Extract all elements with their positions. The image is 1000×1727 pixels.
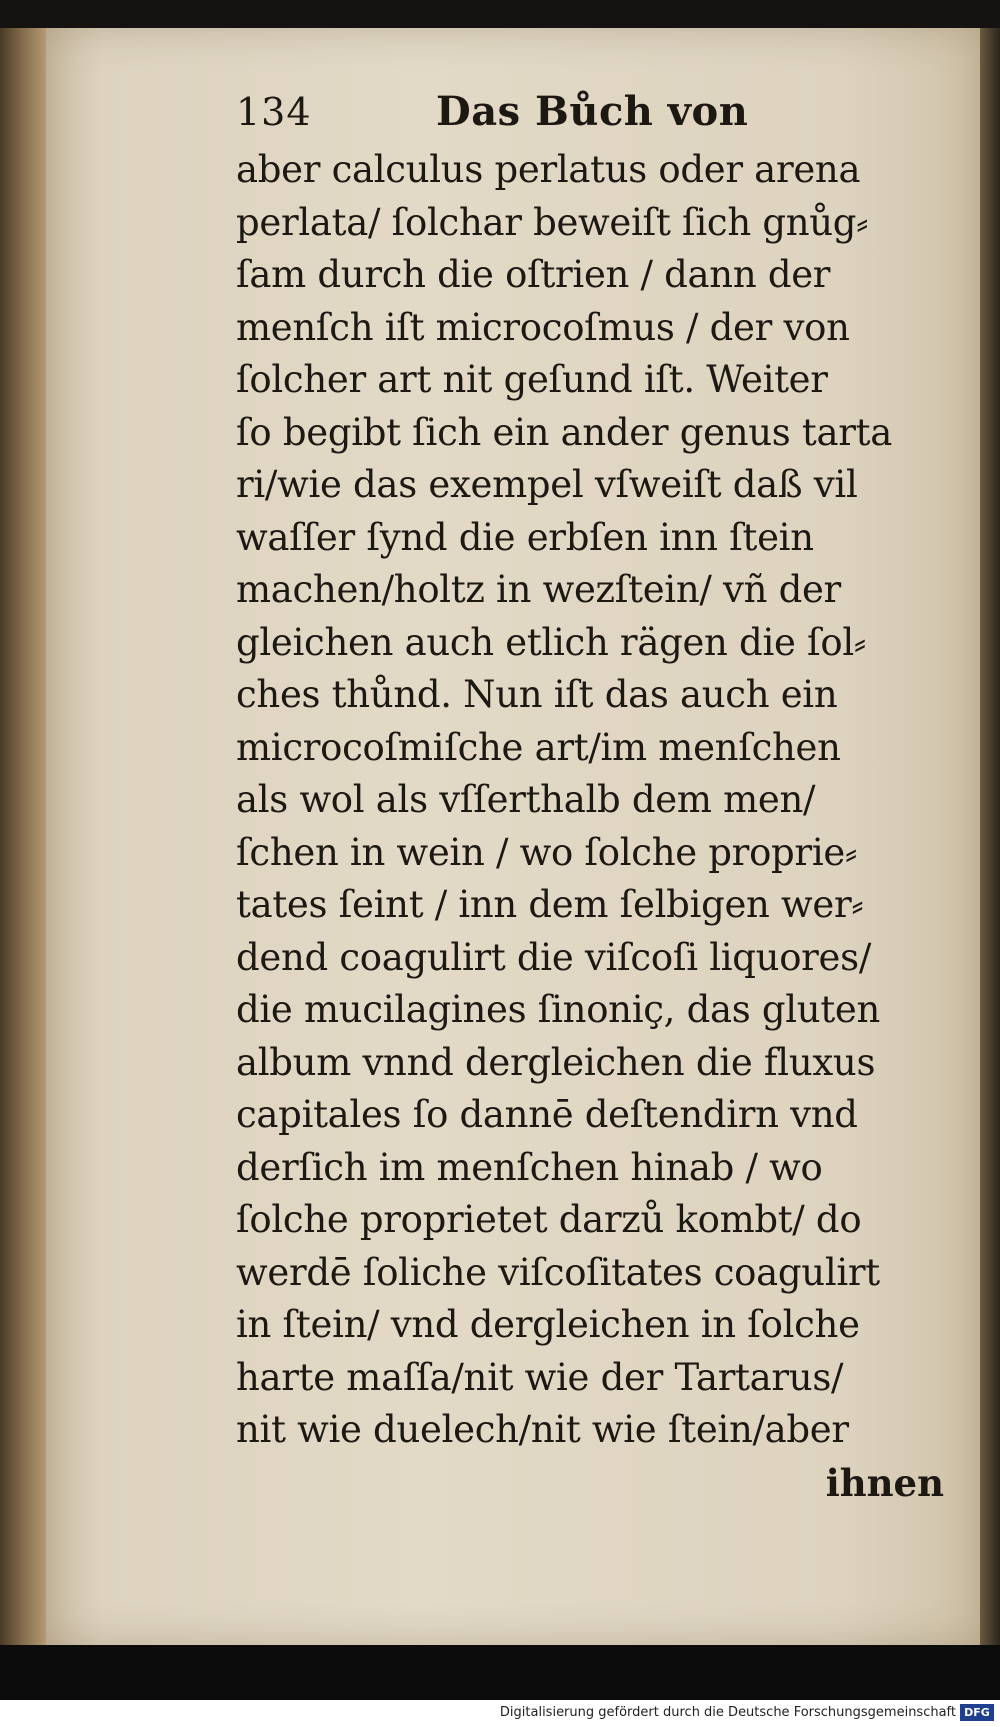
text-line: in ſtein/ vnd dergleichen in ſolche [236, 1303, 860, 1346]
text-line: ſolche proprietet darzů kombt/ do [236, 1198, 862, 1241]
page-text-block [236, 88, 956, 1509]
text-line: ſam durch die oſtrien / dann der [236, 253, 831, 296]
dfg-logo: DFG [960, 1704, 994, 1721]
page-right-edge [980, 28, 1000, 1645]
text-line: ſo begibt ſich ein ander genus tarta [236, 410, 892, 454]
text-line: die mucilagines ſinoniç, das gluten [236, 988, 881, 1031]
text-line: ſchen in wein / wo ſolche proprie⸗ [236, 830, 857, 874]
running-title: Das Bůch von [436, 88, 749, 135]
running-head [236, 88, 956, 144]
book-spine-edge [0, 28, 46, 1645]
funding-credit: Digitalisierung gefördert durch die Deutsche Forschungsgemeinschaft [499, 1705, 956, 1720]
text-line: tates ſeint / inn dem ſelbigen wer⸗ [236, 883, 864, 926]
text-line: nit wie duelech/nit wie ſtein/aber [236, 1408, 849, 1451]
scan-top-border [0, 0, 1000, 28]
page-number: 134 [236, 90, 312, 134]
text-line: ches thůnd. Nun iſt das auch ein [236, 673, 838, 716]
text-line: werdē ſoliche viſcoſitates coagulirt [236, 1250, 880, 1294]
text-line: microcoſmiſche art/im menſchen [236, 725, 841, 769]
text-body [236, 144, 956, 1457]
text-line: menſch iſt microcoſmus / der von [236, 305, 850, 349]
text-line: dend coagulirt die viſcoſi liquores/ [236, 935, 872, 979]
text-line: aber calculus perlatus oder arena [236, 148, 861, 191]
text-line: waſſer ſynd die erbſen inn ſtein [236, 515, 814, 559]
footer-strip [0, 1700, 1000, 1727]
text-line: harte maſſa/nit wie der Tartarus/ [236, 1355, 844, 1399]
text-line: ri/wie das exempel vſweiſt daß vil [236, 463, 858, 506]
text-line: perlata/ ſolchar beweiſt ſich gnůg⸗ [236, 200, 869, 244]
text-line: machen/holtz in wezſtein/ vñ der [236, 568, 841, 611]
text-line: capitales ſo dannē deſtendirn vnd [236, 1093, 858, 1136]
text-line: derſich im menſchen hinab / wo [236, 1145, 823, 1189]
catchword: ihnen [825, 1460, 944, 1505]
text-line: ſolcher art nit geſund iſt. Weiter [236, 358, 828, 401]
text-line: gleichen auch etlich rägen die ſol⸗ [236, 620, 866, 664]
text-line: als wol als vſſerthalb dem men/ [236, 778, 816, 821]
scan-bottom-border [0, 1645, 1000, 1700]
text-line: album vnnd dergleichen die fluxus [236, 1040, 876, 1084]
